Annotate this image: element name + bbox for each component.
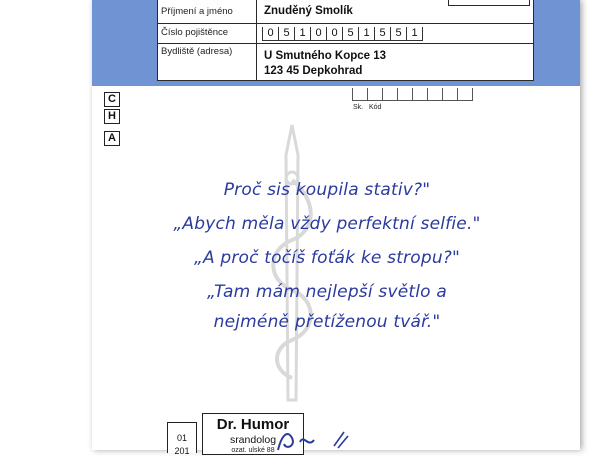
- address-line-1: U Smutného Kopce 13: [264, 50, 387, 62]
- name-value: Znuděný Smolík: [264, 5, 353, 17]
- signature-icon: [274, 424, 364, 454]
- insurance-digit: 1: [294, 27, 310, 41]
- code-cell: [412, 88, 427, 101]
- code-cell: [442, 88, 457, 101]
- doctor-address: ozat. ulské 88: [231, 447, 275, 454]
- patient-form: [157, 0, 534, 81]
- quote-line-1: Proč sis koupila stativ?": [223, 180, 431, 200]
- insurance-digit: 5: [390, 27, 406, 41]
- side-letter-a: A: [104, 131, 120, 146]
- sk-label: Sk.: [353, 104, 364, 111]
- date-day: 01: [176, 433, 187, 443]
- code-cell: [397, 88, 412, 101]
- quote-line-4: „Tam mám nejlepší světlo a: [207, 282, 447, 302]
- address-line-2: 123 45 Depkohrad: [264, 65, 363, 77]
- address-row: [158, 43, 533, 80]
- insurance-label: Číslo pojištěnce: [161, 27, 229, 38]
- kod-label: Kód: [369, 104, 382, 111]
- doctor-role: srandolog: [229, 434, 277, 446]
- insurance-digit: 0: [262, 27, 278, 41]
- date-year: 201: [174, 446, 190, 456]
- address-label: Bydliště (adresa): [161, 46, 233, 57]
- insurance-digit: 5: [278, 27, 294, 41]
- insurance-digit: 5: [342, 27, 358, 41]
- quote-line-5: nejméně přetíženou tvář.": [213, 312, 441, 332]
- insurance-number: [262, 27, 423, 42]
- code-cell: [382, 88, 397, 101]
- side-letter-c: C: [104, 92, 120, 107]
- doctor-name: Dr. Humor: [216, 416, 290, 433]
- code-cell: [352, 88, 367, 101]
- code-boxes: [352, 88, 473, 101]
- code-cell: [367, 88, 382, 101]
- date-box: [167, 422, 197, 456]
- insurance-digit: 0: [310, 27, 326, 41]
- quote-line-3: „A proč točíš foťák ke stropu?": [193, 248, 461, 268]
- insurance-digit: 1: [406, 27, 423, 41]
- insurance-digit: 5: [374, 27, 390, 41]
- name-row: [158, 0, 533, 24]
- quote-line-2: „Abych měla vždy perfektní selfie.": [173, 214, 481, 234]
- code-cell: [457, 88, 473, 101]
- insurance-digit: 1: [358, 27, 374, 41]
- side-letter-h: H: [104, 109, 120, 124]
- code-cell: [427, 88, 442, 101]
- prescription-sheet: [92, 0, 580, 456]
- name-label: Příjmení a jméno: [161, 6, 233, 17]
- insurance-digit: 0: [326, 27, 342, 41]
